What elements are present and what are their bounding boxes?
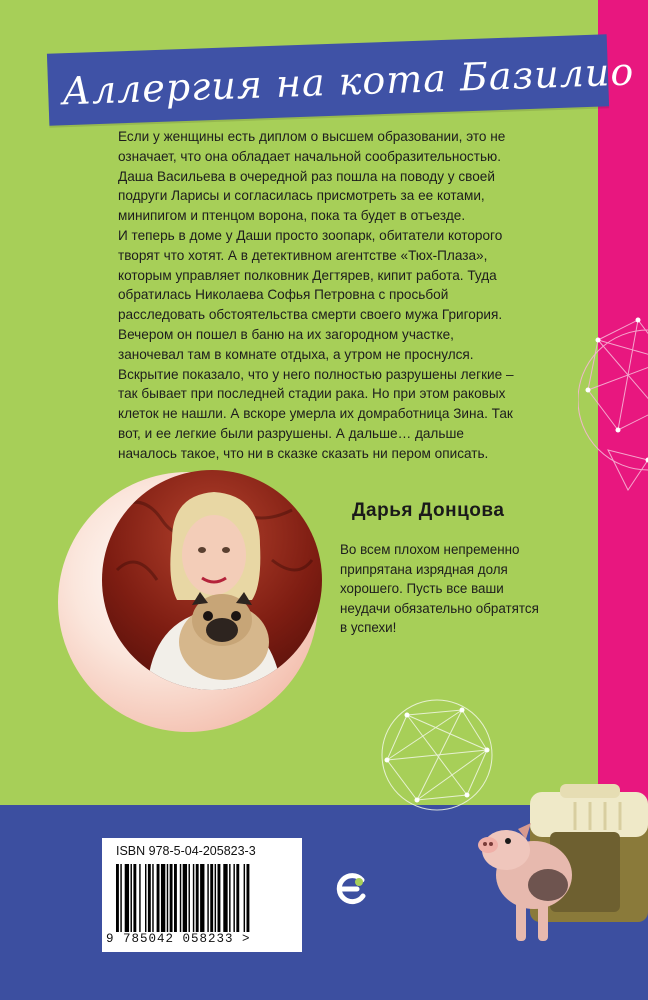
barcode-bar xyxy=(133,864,136,932)
barcode-bar xyxy=(236,864,239,932)
barcode-bar xyxy=(218,864,221,932)
barcode-bar xyxy=(215,864,216,932)
barcode-bar xyxy=(183,864,187,932)
barcode-bar xyxy=(233,864,234,932)
barcode xyxy=(116,864,294,932)
barcode-bar xyxy=(174,864,177,932)
barcode-bar xyxy=(125,864,129,932)
barcode-bar xyxy=(193,864,194,932)
barcode-bar xyxy=(120,864,121,932)
author-photo-frame xyxy=(58,462,328,732)
barcode-bar xyxy=(131,864,132,932)
barcode-bar xyxy=(145,864,146,932)
book-description xyxy=(118,127,518,464)
barcode-digits: 9 785042 058233 > xyxy=(106,932,251,946)
barcode-bar xyxy=(247,864,250,932)
isbn-barcode-block xyxy=(102,838,302,952)
barcode-bar xyxy=(223,864,227,932)
barcode-bar xyxy=(148,864,151,932)
barcode-bar xyxy=(139,864,140,932)
barcode-bar xyxy=(207,864,208,932)
author-photo xyxy=(102,470,322,690)
barcode-bar xyxy=(180,864,181,932)
barcode-bar xyxy=(244,864,245,932)
description-paragraph: И теперь в доме у Даши просто зоопарк, обитатели которого творят что хотят. А в детективном агентстве «Тюх-Плаза», которым управляет полковник Дегтярев, кипит работа. Туда обратилась Николаева Софья Петровна с просьбой расследовать обстоятельства смерти своего мужа Григория. Вечером он пошел в баню на их загородном участке, заночевал там в комнате отдыха, а утром не проснулся. Вскрытие показало, что у него полностью разрушены легкие – так бывает при последней стадии рака. Но при этом раковых клеток не нашли. А вскоре умерла их домработница Зина. Так вот, и ее легкие были разрушены. А дальше… дальше началось такое, что ни в сказке сказать ни пером описать. xyxy=(118,227,514,461)
barcode-bar xyxy=(116,864,119,932)
geodesic-decoration-center xyxy=(372,690,502,820)
author-with-pug-illustration xyxy=(102,470,322,690)
geodesic-decoration-right xyxy=(578,300,648,500)
author-quote: Во всем плохом непременно припрятана изрядная доля хорошего. Пусть все ваши неудачи обязательно обратятся в успехи! xyxy=(340,542,539,635)
barcode-bar xyxy=(196,864,199,932)
barcode-bar xyxy=(152,864,153,932)
barcode-bar xyxy=(210,864,213,932)
barcode-bar xyxy=(189,864,190,932)
author-name: Дарья Донцова xyxy=(352,500,505,521)
barcode-bar xyxy=(229,864,230,932)
barcode-bar xyxy=(200,864,204,932)
publisher-logo-icon xyxy=(332,870,370,908)
barcode-bar xyxy=(157,864,160,932)
isbn-label: ISBN 978-5-04-205823-3 xyxy=(116,844,256,858)
mini-pig-illustration xyxy=(476,805,586,945)
book-title: Аллергия на кота Базилио xyxy=(61,49,635,114)
barcode-bar xyxy=(167,864,168,932)
barcode-bar xyxy=(170,864,173,932)
description-paragraph: Если у женщины есть диплом о высшем образовании, это не означает, что она обладает начальной сообразительностью. Даша Васильева в очередной раз пошла на поводу у своей подруги Ларисы и согласилась присмотреть за ее котами, минипигом и птенцом ворона, пока та будет в отъезде. xyxy=(118,129,506,224)
barcode-bar xyxy=(161,864,165,932)
